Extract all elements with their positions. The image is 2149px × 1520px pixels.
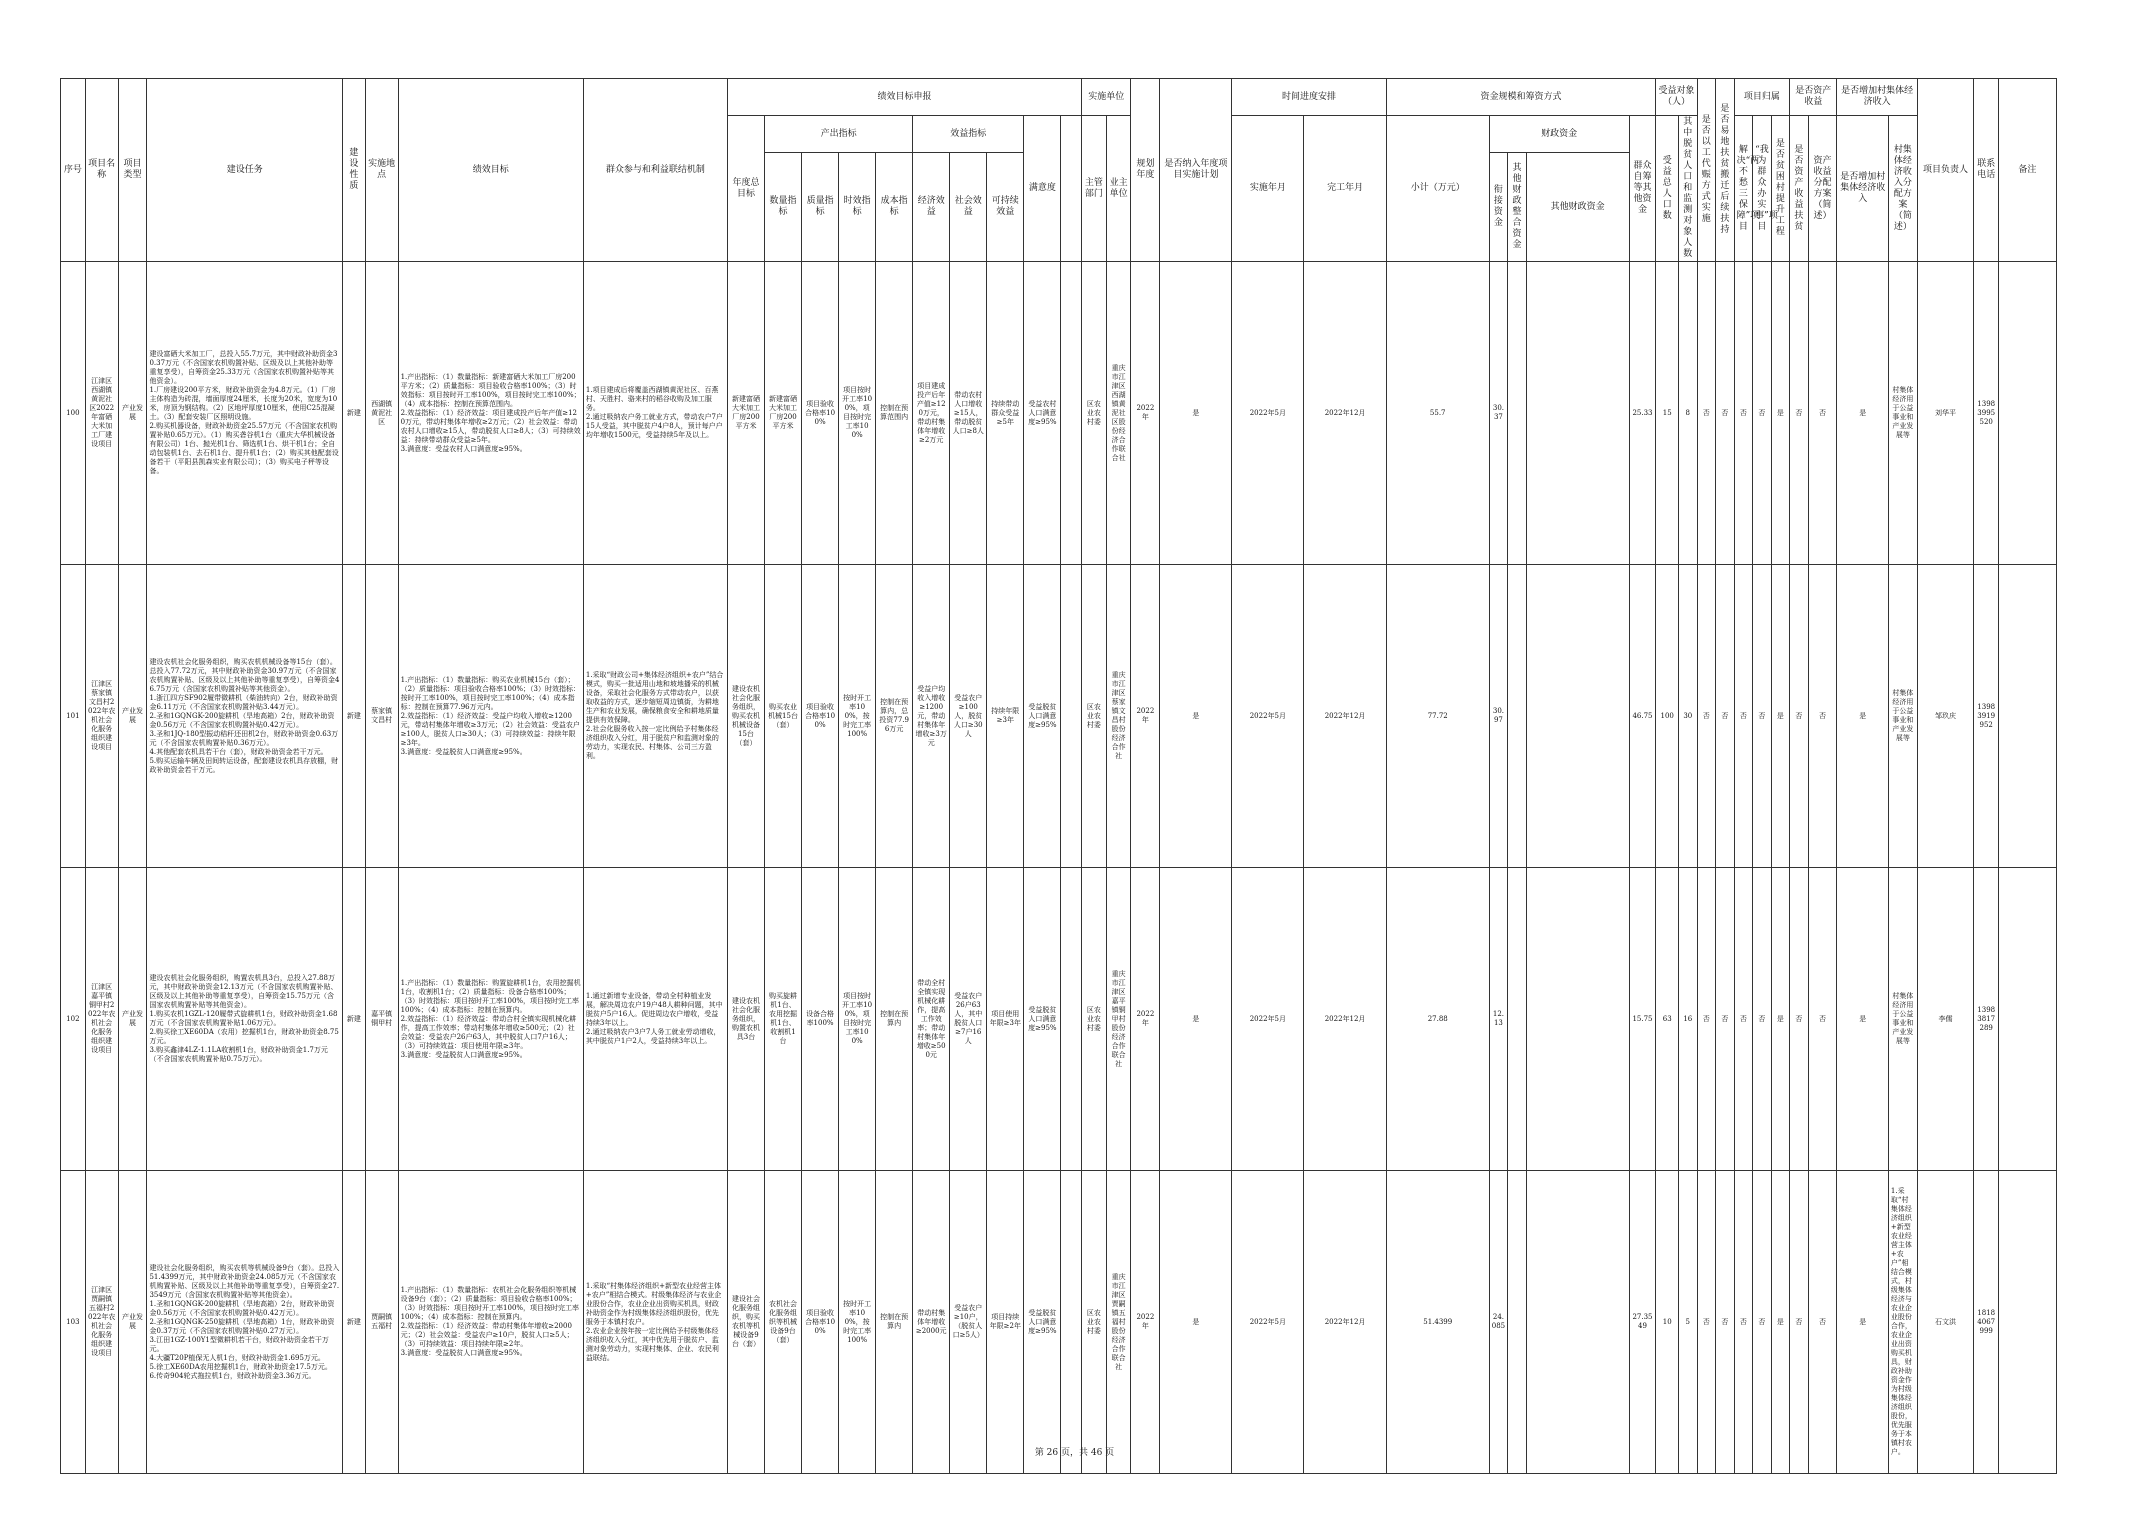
header-benef-group: 受益对象（人） — [1656, 79, 1697, 116]
header-in-plan: 是否纳入年度项目实施计划 — [1160, 79, 1232, 262]
cell-col-b: 否 — [1716, 262, 1735, 565]
cell-type: 产业发展 — [118, 262, 147, 565]
cell-self: 25.33 — [1629, 262, 1656, 565]
cell-asset-b: 否 — [1808, 868, 1837, 1171]
header-asset-b: 资产收益分配方案（简述） — [1808, 116, 1837, 262]
cell-other-int — [1508, 868, 1527, 1171]
header-schedule-group: 时间进度安排 — [1232, 79, 1386, 116]
cell-asset-b: 否 — [1808, 262, 1837, 565]
header-cost: 成本指标 — [876, 153, 913, 262]
cell-seq: 100 — [61, 262, 86, 565]
cell-content: 建设农机社会化服务组织，购置农机具3台，总投入27.88万元，其中财政补助资金12.13万元（不含国家农机购置补贴、区级及以上其他补助等重复享受），自筹资金15.75万元（含国家农机购置补贴等其他资金）。 1.购买农机1GZL-120履带式旋耕机1台，财政补助资金1.68万元（不含国家农机购置补贴1.06万元）。 2.购买徐工XE60DA（农用）挖掘机1台，财政补助资金8.75万元。 3.购买鑫津4LZ-1.1LA收割机1台，财政补助资金1.7万元（不含国家农机购置补贴0.75万元）。 — [147, 868, 343, 1171]
cell-asset-a: 否 — [1790, 262, 1809, 565]
cell-attr-b: 否 — [1753, 565, 1772, 868]
cell-plan-year: 2022年 — [1131, 1171, 1160, 1474]
cell-col-b: 否 — [1716, 565, 1735, 868]
cell-attr-c: 是 — [1771, 262, 1790, 565]
cell-self: 46.75 — [1629, 565, 1656, 868]
cell-name: 江津区西湖镇黄泥社区2022年富硒大米加工厂建设项目 — [85, 262, 118, 565]
cell-in-plan: 是 — [1160, 262, 1232, 565]
cell-benef-poor: 8 — [1679, 262, 1698, 565]
header-econ: 经济效益 — [913, 153, 950, 262]
header-seq: 序号 — [61, 79, 86, 262]
header-benef-poor: 其中脱贫人口和监测对象人数 — [1679, 116, 1698, 262]
project-table — [60, 78, 2090, 1474]
cell-cost: 控制在预算范围内 — [876, 262, 913, 565]
cell-nature: 新建 — [343, 262, 366, 565]
cell-col-a: 否 — [1697, 262, 1716, 565]
cell-nature: 新建 — [343, 565, 366, 868]
cell-quality: 项目验收合格率100% — [802, 1171, 839, 1474]
cell-sustain: 持续带动群众受益≥5年 — [987, 262, 1024, 565]
header-location: 实施地点 — [365, 79, 398, 262]
cell-cost: 控制在预算内，总投资77.96万元 — [876, 565, 913, 868]
cell-asset-b: 否 — [1808, 565, 1837, 868]
cell-cost: 控制在预算内 — [876, 1171, 913, 1474]
cell-end: 2022年12月 — [1304, 868, 1386, 1171]
header-start: 实施年月 — [1232, 116, 1304, 262]
cell-nature: 新建 — [343, 1171, 366, 1474]
cell-econ: 带动村集体年增收≥2000元 — [913, 1171, 950, 1474]
cell-location: 蔡家镇文昌村 — [365, 565, 398, 868]
header-annual: 年度总目标 — [727, 116, 764, 262]
header-content: 建设任务 — [147, 79, 343, 262]
cell-in-plan: 是 — [1160, 868, 1232, 1171]
cell-social: 受益农户≥100人，脱贫人口≥30人 — [950, 565, 987, 868]
header-satisfaction: 满意度 — [1024, 116, 1061, 262]
cell-cv: 30.37 — [1489, 262, 1508, 565]
cell-benef-total: 100 — [1656, 565, 1679, 868]
cell-econ: 项目建成投产后年产值≥120万元，带动村集体年增收≥2万元 — [913, 262, 950, 565]
header-benef-total: 受益总人口数 — [1656, 116, 1679, 262]
header-empty-extra — [1061, 116, 1082, 262]
cell-start: 2022年5月 — [1232, 565, 1304, 868]
cell-location: 贾嗣镇五福村 — [365, 1171, 398, 1474]
cell-phone: 18184067999 — [1974, 1171, 1999, 1474]
cell-asset-a: 否 — [1790, 868, 1809, 1171]
cell-total: 51.4399 — [1386, 1171, 1489, 1474]
cell-income-b: 村集体经济用于公益事业和产业发展等 — [1888, 262, 1917, 565]
cell-leader: 邹玖庆 — [1917, 565, 1974, 868]
header-attr-c: 是否贫困村提升工程 — [1771, 116, 1790, 262]
header-mechanism: 群众参与和利益联结机制 — [583, 79, 727, 262]
table-row — [61, 1171, 2090, 1474]
cell-dept: 区农业农村委 — [1082, 868, 1107, 1171]
cell-mechanism: 1.通过新增专业设备，带动全村种植业发展，解决周边农户19户48人耕种问题，其中脱贫户5户16人。促进周边农户增收，受益持续3年以上。 2.通过吸纳农户3户7人务工就业劳动增收，其中脱贫户1户2人，受益持续3年以上。 — [583, 868, 727, 1171]
header-other-int: 其他财政整合资金 — [1508, 153, 1527, 262]
cell-location: 嘉平镇铜甲村 — [365, 868, 398, 1171]
cell-col-b: 否 — [1716, 868, 1735, 1171]
cell-benef-poor: 30 — [1679, 565, 1698, 868]
cell-satisfaction: 受益脱贫人口满意度≥95% — [1024, 1171, 1061, 1474]
cell-content: 建设富硒大米加工厂，总投入55.7万元，其中财政补助资金30.37万元（不含国家农机购置补贴、区级及以上其他补助等重复享受），自筹资金25.33万元（含国家农机购置补贴等其他资金）。 1.厂房建设200平方米，财政补助资金为4.8万元。（1）厂房主体构造为砖混，墙面厚度24厘米，长度为20米，宽度为10米，房顶为钢结构。（2）区地坪厚度10厘米，使用C25混凝土。（3）配套安装厂区照明设施。 2.购买机器设备，财政补助资金25.57万元（不含国家农机购置补贴0.65万元）。（1）购买砻谷机1台（重庆大华机械设备有限公司）1台、抛光机1台、筛选机1台、烘干机1台；全自动包装机1台、去石机1台、提升机1台；（2）购买其他配套设备若干（平阳县凯森实业有限公司）；（3）购买电子秤等设备。 — [147, 262, 343, 565]
cell-seq: 101 — [61, 565, 86, 868]
cell-benef-poor: 5 — [1679, 1171, 1698, 1474]
header-asset-a: 是否资产收益扶贫 — [1790, 116, 1809, 262]
cell-type: 产业发展 — [118, 868, 147, 1171]
header-total: 小计（万元） — [1386, 116, 1489, 262]
cell-benef-total: 10 — [1656, 1171, 1679, 1474]
cell-col-b: 否 — [1716, 1171, 1735, 1474]
cell-phone: 13983817289 — [1974, 868, 1999, 1171]
cell-in-plan: 是 — [1160, 1171, 1232, 1474]
header-fiscal: 财政资金 — [1489, 116, 1629, 153]
cell-seq: 103 — [61, 1171, 86, 1474]
cell-attr-a: 否 — [1734, 262, 1753, 565]
header-remark: 备注 — [1999, 79, 2057, 262]
cell-total: 27.88 — [1386, 868, 1489, 1171]
cell-goal: 1.产出指标：（1）数量指标：购买农业机械15台（套）；（2）质量指标：项目验收合格率100%；（3）时效指标：按时开工率100%，项目按时完工率100%；（4）成本指标：控制在预算77.96万元内。 2.效益指标：（1）经济效益：受益户均收入增收≥1200元，带动村集体年增收≥3万元；（2）社会效益：受益农户≥100人，脱贫人口≥30人；（3）可持续效益：持续年限≥3年。 3.满意度：受益脱贫人口满意度≥95%。 — [398, 565, 583, 868]
cell-quality: 项目验收合格率100% — [802, 262, 839, 565]
cell-other-fiscal — [1526, 262, 1629, 565]
cell-self: 27.3549 — [1629, 1171, 1656, 1474]
cell-income-a: 是 — [1837, 565, 1888, 868]
cell-owner: 重庆市江津区蔡家镇文昌村股份经济合作社 — [1106, 565, 1131, 868]
cell-owner: 重庆市江津区嘉平镇铜甲村股份经济合作联合社 — [1106, 868, 1131, 1171]
cell-econ: 受益户均收入增收≥1200元，带动村集体年增收≥3万元 — [913, 565, 950, 868]
cell-goal: 1.产出指标：（1）数量指标：农机社会化服务组织等机械设备9台（套）；（2）质量指标：项目验收合格率100%；（3）时效指标：项目按时开工率100%，项目按时完工率100%；（4）成本指标：控制在预算内。 2.效益指标：（1）经济效益：带动村集体年增收≥2000元；（2）社会效益：受益农户≥10户，脱贫人口≥5人；（3）可持续效益：项目持续年限≥2年。 3.满意度：受益脱贫人口满意度≥95%。 — [398, 1171, 583, 1474]
cell-empty-extra — [1061, 565, 1082, 868]
cell-mechanism: 1.采取“财政公司+集体经济组织+农户”结合模式，购买一批适用山地和坡地播采的机械设备，采取社会化服务方式带动农户，以获取收益的方式，逐步缩短周边镇街，为耕地生产和农业发展，确保粮食安全和耕地质量提供有效保障。 2.社会化服务收入按一定比例给予村集体经济组织收入分红，用于脱贫户和监测对象的劳动力，实现农民、村集体、公司三方盈利。 — [583, 565, 727, 868]
cell-quality: 项目验收合格率100% — [802, 565, 839, 868]
cell-plan-year: 2022年 — [1131, 565, 1160, 868]
cell-attr-b: 否 — [1753, 262, 1772, 565]
table-row — [61, 565, 2090, 868]
cell-quantity: 农机社会化服务组织等机械设备9台（套） — [765, 1171, 802, 1474]
cell-attr-c: 是 — [1771, 565, 1790, 868]
cell-quantity: 购买农业机械15台（套） — [765, 565, 802, 868]
cell-seq: 102 — [61, 868, 86, 1171]
cell-goal: 1.产出指标：（1）数量指标：新建富硒大米加工厂房200平方米；（2）质量指标：项目验收合格率100%；（3）时效指标：项目按时开工率100%，项目按时完工率100%；（4）成本指标：控制在预算范围内。 2.效益指标：（1）经济效益：项目建成投产后年产值≥120万元，带动村集体年增收≥2万元；（2）社会效益：带动农村人口增收≥15人，带动脱贫人口≥8人；（3）可持续效益：持续带动群众受益≥5年。 3.满意度：受益农村人口满意度≥95%。 — [398, 262, 583, 565]
page-number: 第 26 页，共 46 页 — [1034, 1448, 1115, 1458]
cell-sustain: 项目持续年限≥2年 — [987, 1171, 1024, 1474]
cell-plan-year: 2022年 — [1131, 868, 1160, 1171]
header-other-fiscal: 其他财政资金 — [1526, 153, 1629, 262]
cell-remark — [1999, 262, 2057, 565]
cell-attr-c: 是 — [1771, 1171, 1790, 1474]
cell-empty-extra — [1061, 868, 1082, 1171]
cell-dept: 区农业农村委 — [1082, 1171, 1107, 1474]
cell-benef-total: 15 — [1656, 262, 1679, 565]
cell-end: 2022年12月 — [1304, 1171, 1386, 1474]
cell-quantity: 新建富硒大米加工厂房200平方米 — [765, 262, 802, 565]
header-type: 项目类型 — [118, 79, 147, 262]
cell-content: 建设农机社会化服务组织，购买农机机械设备等15台（套）。总投入77.72万元，其中财政补助资金30.97万元（不含国家农机购置补贴、区级及以上其他补助等重复享受），自筹资金46.75万元（含国家农机购置补贴等其他资金）。 1.浙江四方SF902履带微耕机（柴油转向）2台，财政补助资金6.11万元（不含国家农机购置补贴3.44万元）。 2.圣和1GQNGK-200旋耕机（旱地高箱）2台，财政补助资金0.56万元（不含国家农机购置补贴0.42万元）。 3.圣和1JQ-180型振动秸秆还田机2台，财政补助资金0.63万元（不含国家农机购置补贴0.36万元）。 4.其他配套农机具若干台（套），财政补助资金若干万元。 5.购买运输车辆及田间转运设备，配套建设农机具存放棚，财政补助资金若干万元。 — [147, 565, 343, 868]
cell-income-b: 村集体经济用于公益事业和产业发展等 — [1888, 565, 1917, 868]
cell-col-a: 否 — [1697, 565, 1716, 868]
table-row — [61, 868, 2090, 1171]
cell-leader: 刘华平 — [1917, 262, 1974, 565]
cell-time: 按时开工率100%，按时完工率100% — [839, 565, 876, 868]
cell-leader: 石文洪 — [1917, 1171, 1974, 1474]
header-end: 完工年月 — [1304, 116, 1386, 262]
cell-remark — [1999, 565, 2057, 868]
header-time: 时效指标 — [839, 153, 876, 262]
cell-plan-year: 2022年 — [1131, 262, 1160, 565]
cell-other-fiscal — [1526, 868, 1629, 1171]
header-owner: 业主单位 — [1106, 116, 1131, 262]
cell-attr-b: 否 — [1753, 868, 1772, 1171]
header-income-b: 村集体经济收入分配方案（简述） — [1888, 116, 1917, 262]
cell-satisfaction: 受益脱贫人口满意度≥95% — [1024, 868, 1061, 1171]
header-income-a: 是否增加村集体经济收入 — [1837, 116, 1888, 262]
cell-benef-poor: 16 — [1679, 868, 1698, 1171]
header-attr-a: 解决“两不愁三保障”项目 — [1734, 116, 1753, 262]
cell-sustain: 项目使用年限≥3年 — [987, 868, 1024, 1171]
cell-dept: 区农业农村委 — [1082, 262, 1107, 565]
cell-quality: 设备合格率100% — [802, 868, 839, 1171]
cell-phone: 13983919952 — [1974, 565, 1999, 868]
cell-attr-b: 否 — [1753, 1171, 1772, 1474]
cell-attr-a: 否 — [1734, 565, 1753, 868]
header-leader: 项目负责人 — [1917, 79, 1974, 262]
cell-name: 江津区蔡家镇文昌村2022年农机社会化服务组织建设项目 — [85, 565, 118, 868]
cell-income-b: 村集体经济用于公益事业和产业发展等 — [1888, 868, 1917, 1171]
header-col-b: 是否易地扶贫搬迁后续扶持 — [1716, 79, 1735, 262]
cell-income-a: 是 — [1837, 868, 1888, 1171]
cell-asset-b: 否 — [1808, 1171, 1837, 1474]
cell-type: 产业发展 — [118, 1171, 147, 1474]
header-unit-group: 实施单位 — [1082, 79, 1131, 116]
cell-cost: 控制在预算内 — [876, 868, 913, 1171]
cell-other-int — [1508, 565, 1527, 868]
cell-asset-a: 否 — [1790, 1171, 1809, 1474]
cell-goal: 1.产出指标：（1）数量指标：购置旋耕机1台，农用挖掘机1台，收割机1台；（2）质量指标：设备合格率100%；（3）时效指标：项目按时开工率100%，项目按时完工率100%；（4）成本指标：控制在预算内。 2.效益指标：（1）经济效益：带动合村全镇实现机械化耕作，提高工作效率；带动村集体年增收≥500元；（2）社会效益：受益农户26户63人，其中脱贫人口7户16人；（3）可持续效益：项目使用年限≥3年。 3.满意度：受益脱贫人口满意度≥95%。 — [398, 868, 583, 1171]
cell-mechanism: 1.项目建成后将覆盖西湖镇黄泥社区、百燕村、天胜村、骆来村的稻谷收购及加工服务。 2.通过吸纳农户务工就业方式，带动农户7户15人受益，其中脱贫户4户8人，预计每户户均年增收1500元，受益持续5年及以上。 — [583, 262, 727, 565]
header-quality: 质量指标 — [802, 153, 839, 262]
cell-self: 15.75 — [1629, 868, 1656, 1171]
cell-annual: 建设农机社会化服务组织，购买农机机械设备15台（套） — [727, 565, 764, 868]
cell-cv: 30.97 — [1489, 565, 1508, 868]
cell-satisfaction: 受益农村人口满意度≥95% — [1024, 262, 1061, 565]
header-goal: 绩效目标 — [398, 79, 583, 262]
cell-other-int — [1508, 262, 1527, 565]
header-income-group: 是否增加村集体经济收入 — [1837, 79, 1917, 116]
header-nature: 建设性质 — [343, 79, 366, 262]
cell-cv: 24.085 — [1489, 1171, 1508, 1474]
cell-remark — [1999, 1171, 2057, 1474]
cell-location: 西湖镇黄泥社区 — [365, 262, 398, 565]
header-asset-group: 是否资产收益 — [1790, 79, 1837, 116]
cell-mechanism: 1.采取“村集体经济组织+新型农业经营主体+农户”相结合模式。村级集体经济与农业企业股份合作，农业企业出资购买机具，财政补助资金作为村级集体经济组织股份，优先服务于本镇村农户。 2.农业企业按年按一定比例给予村级集体经济组织收入分红，其中优先用于脱贫户、监测对象劳动力，实现村集体、企业、农民利益联结。 — [583, 1171, 727, 1474]
header-dept: 主管部门 — [1082, 116, 1107, 262]
cell-benef-total: 63 — [1656, 868, 1679, 1171]
header-self: 群众自筹等其他资金 — [1629, 116, 1656, 262]
header-attr-group: 项目归属 — [1734, 79, 1790, 116]
cell-income-a: 是 — [1837, 1171, 1888, 1474]
cell-income-a: 是 — [1837, 262, 1888, 565]
header-row-top — [61, 79, 2090, 116]
header-cv: 衔接资金 — [1489, 153, 1508, 262]
project-table-sheet — [60, 78, 2090, 1474]
header-attr-b: “我为群众办实事”项目 — [1753, 116, 1772, 262]
cell-sustain: 持续年限≥3年 — [987, 565, 1024, 868]
cell-name: 江津区嘉平镇铜甲村2022年农机社会化服务组织建设项目 — [85, 868, 118, 1171]
cell-annual: 建设社会化服务组织，购买农机等机械设备9台（套） — [727, 1171, 764, 1474]
cell-empty-extra — [1061, 1171, 1082, 1474]
cell-cv: 12.13 — [1489, 868, 1508, 1171]
header-fund-group: 资金规模和筹资方式 — [1386, 79, 1656, 116]
cell-start: 2022年5月 — [1232, 868, 1304, 1171]
cell-other-fiscal — [1526, 1171, 1629, 1474]
header-plan-year: 规划年度 — [1131, 79, 1160, 262]
cell-social: 带动农村人口增收≥15人，带动脱贫人口≥8人 — [950, 262, 987, 565]
cell-owner: 重庆市江津区贾嗣镇五福村股份经济合作联合社 — [1106, 1171, 1131, 1474]
cell-quantity: 购买旋耕机1台、农用挖掘机1台、收割机1台 — [765, 868, 802, 1171]
header-phone: 联系电话 — [1974, 79, 1999, 262]
cell-time: 按时开工率100%，按时完工率100% — [839, 1171, 876, 1474]
cell-start: 2022年5月 — [1232, 1171, 1304, 1474]
cell-total: 77.72 — [1386, 565, 1489, 868]
cell-time: 项目按时开工率100%，项目按时完工率100% — [839, 868, 876, 1171]
cell-name: 江津区贾嗣镇五福村2022年农机社会化服务组织建设项目 — [85, 1171, 118, 1474]
cell-end: 2022年12月 — [1304, 262, 1386, 565]
cell-attr-a: 否 — [1734, 1171, 1753, 1474]
cell-col-a: 否 — [1697, 1171, 1716, 1474]
header-sustain: 可持续效益 — [987, 153, 1024, 262]
cell-col-a: 否 — [1697, 868, 1716, 1171]
cell-leader: 李儒 — [1917, 868, 1974, 1171]
cell-other-fiscal — [1526, 565, 1629, 868]
cell-annual: 建设农机社会化服务组织，购置农机具3台 — [727, 868, 764, 1171]
cell-asset-a: 否 — [1790, 565, 1809, 868]
cell-content: 建设社会化服务组织，购买农机等机械设备9台（套）。总投入51.4399万元，其中财政补助资金24.085万元（不含国家农机购置补贴、区级及以上其他补助等重复享受），自筹资金27.3549万元（含国家农机购置补贴等其他资金）。 1.圣和1GQNGK-200旋耕机（旱地高箱）2台，财政补助资金0.56万元（不含国家农机购置补贴0.42万元）。 2.圣和1GQNGK-250旋耕机（旱地高箱）1台，财政补助资金0.37万元（不含国家农机购置补贴0.27万元）。 3.江田1GZ-100Y1型微耕机若干台，财政补助资金若干万元。 4.大疆T20P植保无人机1台，财政补助资金1.695万元。 5.徐工XE60DA农用挖掘机1台，财政补助资金17.5万元。 6.传奇904轮式拖拉机1台，财政补助资金3.36万元。 — [147, 1171, 343, 1474]
cell-end: 2022年12月 — [1304, 565, 1386, 868]
cell-attr-a: 否 — [1734, 868, 1753, 1171]
header-quantity: 数量指标 — [765, 153, 802, 262]
cell-social: 受益农户≥10户，（脱贫人口≥5人） — [950, 1171, 987, 1474]
cell-nature: 新建 — [343, 868, 366, 1171]
cell-remark — [1999, 868, 2057, 1171]
cell-annual: 新建富硒大米加工厂房200平方米 — [727, 262, 764, 565]
cell-start: 2022年5月 — [1232, 262, 1304, 565]
cell-attr-c: 是 — [1771, 868, 1790, 1171]
cell-type: 产业发展 — [118, 565, 147, 868]
cell-empty-extra — [1061, 262, 1082, 565]
table-row — [61, 262, 2090, 565]
header-output: 产出指标 — [765, 116, 913, 153]
cell-other-int — [1508, 1171, 1527, 1474]
header-col-a: 是否以工代赈方式实施 — [1697, 79, 1716, 262]
cell-total: 55.7 — [1386, 262, 1489, 565]
cell-dept: 区农业农村委 — [1082, 565, 1107, 868]
cell-time: 项目按时开工率100%，项目按时完工率100% — [839, 262, 876, 565]
header-name: 项目名称 — [85, 79, 118, 262]
cell-econ: 带动全村全镇实现机械化耕作，提高工作效率；带动村集体年增收≥500元 — [913, 868, 950, 1171]
cell-owner: 重庆市江津区西湖镇黄泥社区股份经济合作联合社 — [1106, 262, 1131, 565]
cell-income-b: 1.采取“村集体经济组织+新型农业经营主体+农户”相结合模式，村级集体经济与农业企业股份合作，农业企业出资购买机具，财政补助资金作为村级集体经济组织股份，优先服务于本镇村农户。 — [1888, 1171, 1917, 1474]
cell-in-plan: 是 — [1160, 565, 1232, 868]
header-perf-group: 绩效目标申报 — [727, 79, 1081, 116]
header-benefit: 效益指标 — [913, 116, 1024, 153]
cell-phone: 13983995520 — [1974, 262, 1999, 565]
cell-satisfaction: 受益脱贫人口满意度≥95% — [1024, 565, 1061, 868]
header-social: 社会效益 — [950, 153, 987, 262]
cell-social: 受益农户26户63人，其中脱贫人口≥7户16人 — [950, 868, 987, 1171]
